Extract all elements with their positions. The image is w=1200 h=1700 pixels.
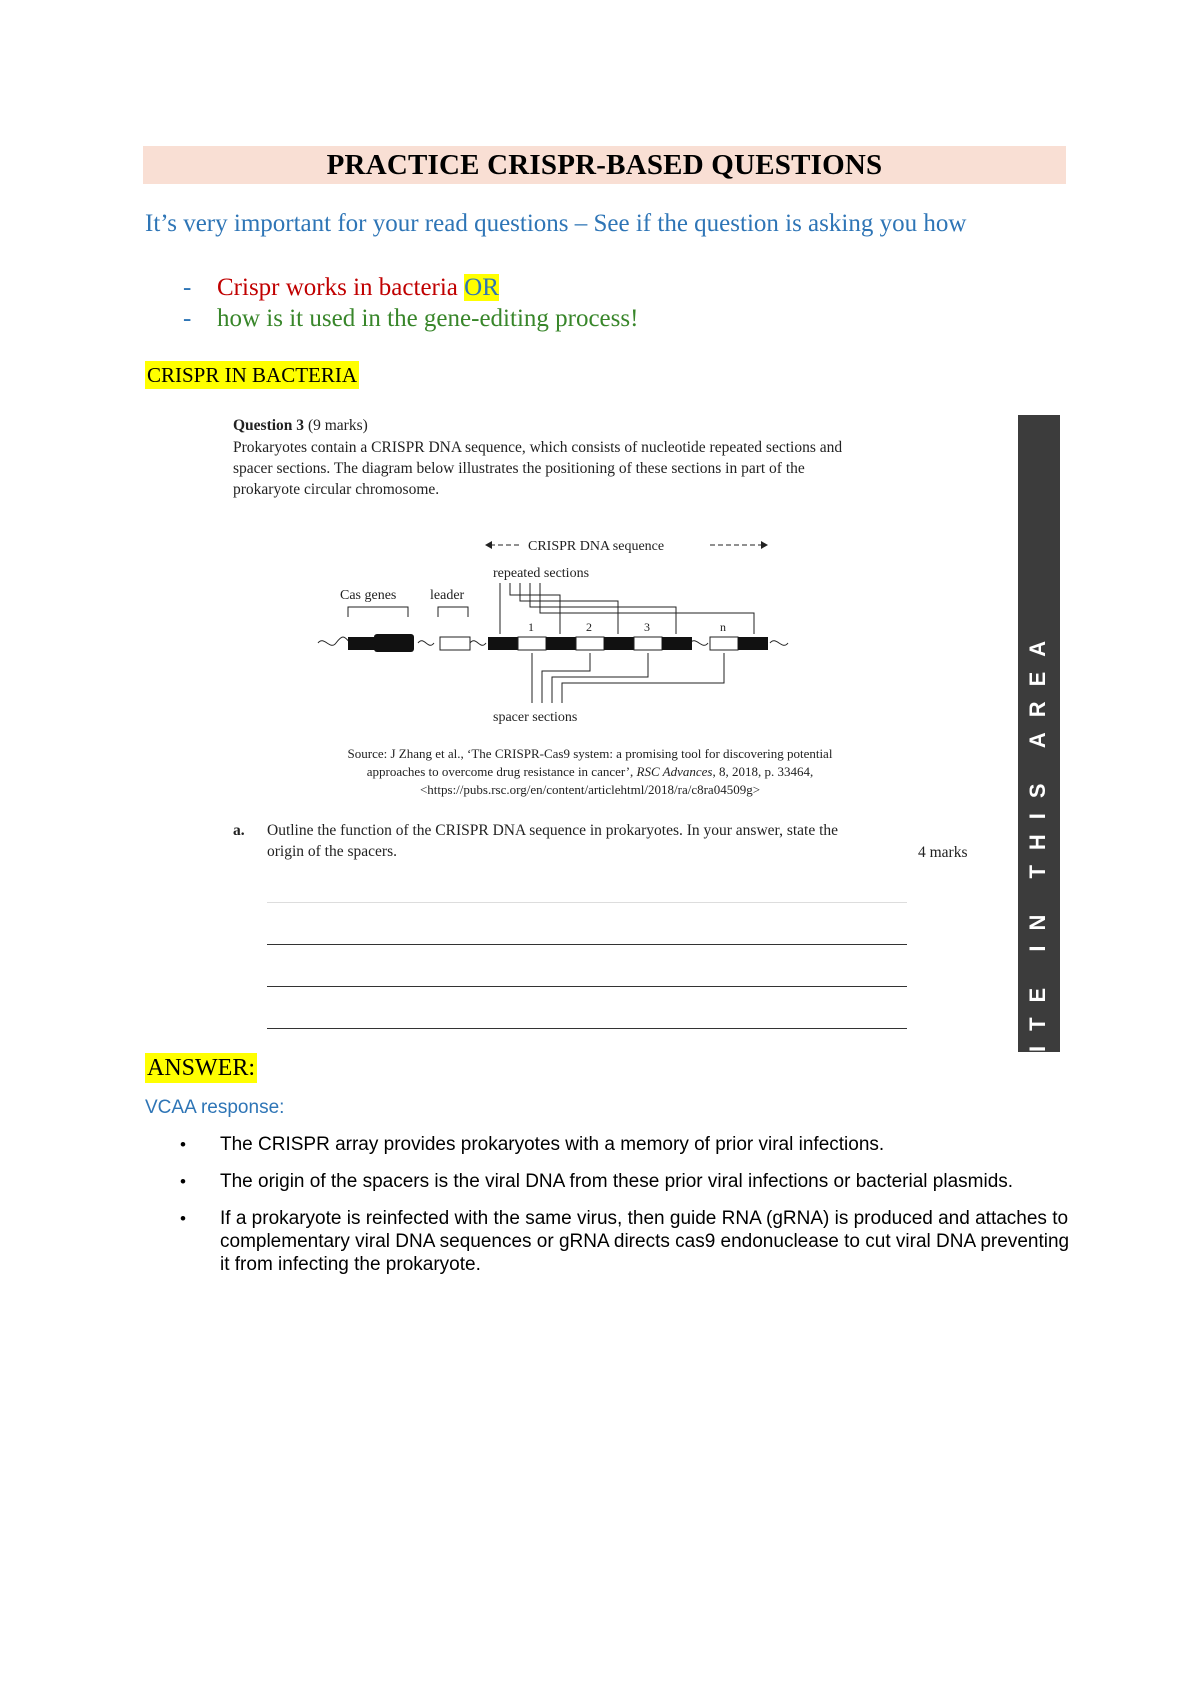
strand-gap — [690, 641, 708, 646]
dash-marker: - — [183, 274, 192, 301]
cas-bracket — [348, 607, 408, 617]
page-title: PRACTICE CRISPR-BASED QUESTIONS — [326, 148, 883, 181]
crispr-diagram — [310, 535, 810, 735]
spacer-sections-label: spacer sections — [493, 710, 578, 725]
answer-line — [267, 1028, 907, 1029]
answer-point — [180, 1170, 1070, 1193]
option-gene-editing: how is it used in the gene-editing process! — [217, 305, 639, 332]
crispr-arrowhead-right — [761, 541, 768, 549]
option-line-crispr-bacteria — [185, 272, 499, 304]
spacer-leader-lines — [532, 653, 724, 703]
spacer-number: 2 — [586, 620, 592, 634]
crispr-label: CRISPR DNA sequence — [528, 539, 665, 554]
option-crispr-bacteria: Crispr works in bacteria — [217, 274, 458, 301]
cas-genes-label: Cas genes — [340, 588, 397, 603]
write-in-area-banner — [1018, 415, 1060, 1052]
repeat-block — [662, 637, 692, 650]
answer-point-text: The CRISPR array provides prokaryotes with a memory of prior viral infections. — [220, 1134, 885, 1155]
strand-mid2 — [470, 641, 486, 646]
section-heading: CRISPR IN BACTERIA — [147, 363, 358, 387]
banner-text: ITE IN THIS AREA — [1025, 625, 1050, 1052]
part-letter: a. — [233, 822, 245, 839]
repeat-block — [604, 637, 634, 650]
repeat-leader-lines — [500, 583, 754, 634]
source-prefix: Source: — [347, 746, 388, 761]
crispr-arrowhead-left — [485, 541, 492, 549]
leader-block — [440, 637, 470, 650]
source-journal: RSC Advances — [636, 764, 713, 779]
answer-point — [180, 1133, 1070, 1156]
answer-point-text: If a prokaryote is reinfected with the same virus, then guide RNA (gRNA) is produced and attaches to complementary viral DNA sequences or gRNA directs cas9 endonuclease to cut viral DNA preventing it from infecting the prokaryote. — [220, 1208, 1070, 1275]
spacer-block — [576, 637, 604, 650]
answer-point — [180, 1207, 1070, 1276]
repeat-block — [738, 637, 768, 650]
answer-line — [267, 944, 907, 945]
intro-text: It’s very important for your read questions – See if the question is asking you how — [145, 210, 967, 237]
part-marks: 4 marks — [918, 844, 968, 861]
source-citation — [340, 745, 840, 799]
answer-line — [267, 986, 907, 987]
vcaa-label: VCAA response: — [145, 1097, 285, 1118]
source-line-1: J Zhang et al., ‘The CRISPR-Cas9 system: a promising tool for discovering potential — [390, 746, 833, 761]
exam-question-excerpt — [200, 415, 1070, 1055]
repeat-block — [546, 637, 576, 650]
question-title — [233, 415, 368, 436]
part-question: Outline the function of the CRISPR DNA sequence in prokaryotes. In your answer, state the origin of the spacers. — [267, 822, 839, 860]
source-line-2a: approaches to overcome drug resistance in cancer’, — [366, 764, 634, 779]
strand-mid — [418, 641, 434, 646]
spacer-block — [518, 637, 546, 650]
spacer-block — [634, 637, 662, 650]
source-url: <https://pubs.rsc.org/en/content/articlehtml/2018/ra/c8ra04509g> — [419, 782, 761, 797]
question-marks: (9 marks) — [307, 417, 368, 434]
repeated-sections-label: repeated sections — [493, 566, 590, 581]
repeat-block — [488, 637, 518, 650]
cas-gene-block — [374, 634, 414, 652]
leader-bracket — [438, 607, 468, 617]
strand-right — [770, 641, 788, 646]
bullet-icon: • — [180, 1209, 186, 1228]
answer-list — [180, 1133, 1070, 1290]
strand-left — [318, 637, 350, 645]
answer-heading: ANSWER: — [147, 1055, 255, 1081]
title-banner — [143, 146, 1066, 184]
answer-line — [267, 902, 907, 903]
spacer-block — [710, 637, 738, 650]
option-or: OR — [464, 274, 499, 301]
spacer-number: 3 — [644, 620, 650, 634]
option-line-gene-editing — [185, 303, 638, 335]
question-body: Prokaryotes contain a CRISPR DNA sequence, which consists of nucleotide repeated sections and spacer sections. The diagram below illustrates the positioning of these sections in part of the prokaryote circular chromosome. — [233, 439, 843, 498]
bullet-icon: • — [180, 1172, 186, 1191]
spacer-number: 1 — [528, 620, 534, 634]
dash-marker: - — [183, 305, 192, 332]
answer-point-text: The origin of the spacers is the viral DNA from these prior viral infections or bacterial plasmids. — [220, 1171, 1014, 1192]
source-line-2b: , 8, 2018, p. 33464, — [712, 764, 814, 779]
bullet-icon: • — [180, 1135, 186, 1154]
spacer-number: n — [720, 620, 726, 634]
leader-label: leader — [430, 588, 465, 603]
question-number: Question 3 — [233, 417, 305, 434]
